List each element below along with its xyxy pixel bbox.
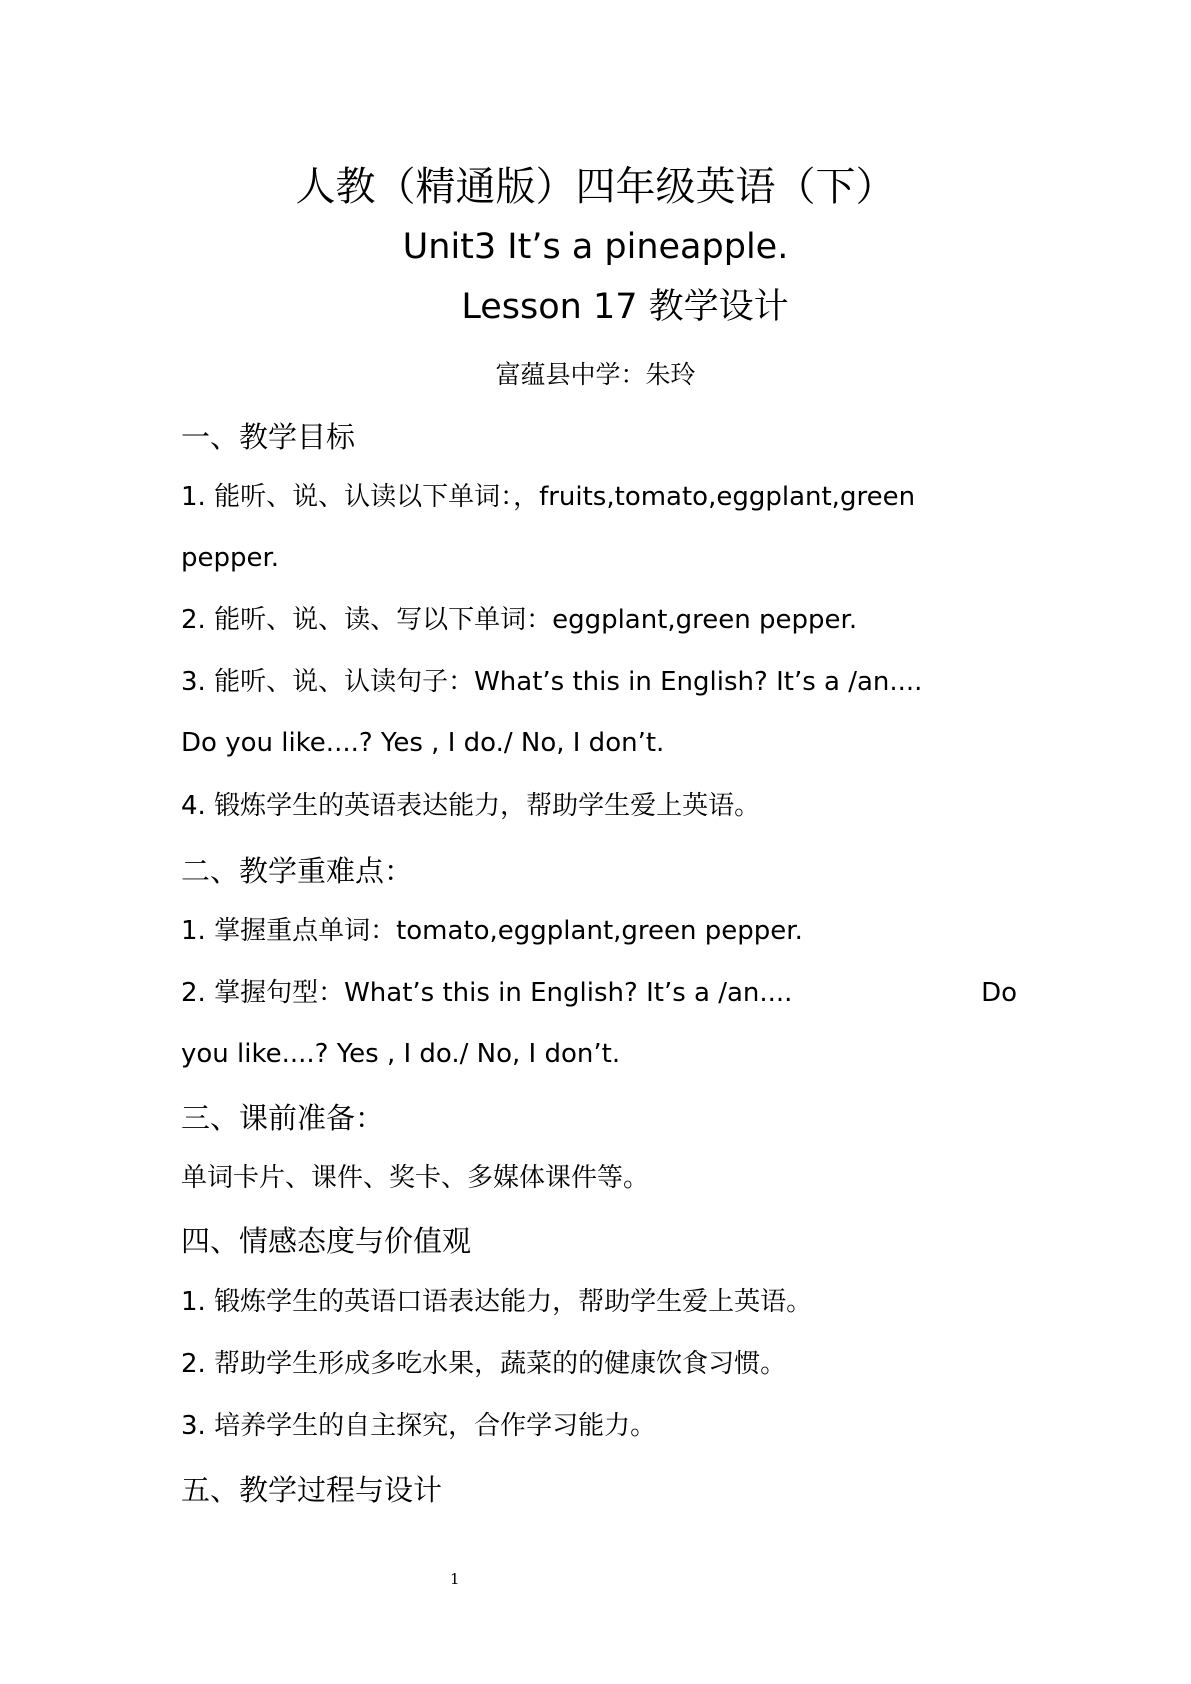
section-heading-values: 四、情感态度与价值观 [181,1224,472,1258]
values-item-2: 2. 帮助学生形成多吃水果，蔬菜的的健康饮食习惯。 [181,1349,787,1379]
key-point-item-2-cont: you like....? Yes , I do./ No, I don’t. [181,1039,621,1069]
section-heading-preparation: 三、课前准备： [181,1101,385,1135]
page-number: 1 [450,1570,460,1588]
objective-item-3: 3. 能听、说、认读句子：What’s this in English? It’s a /an.... [181,667,923,697]
objective-item-3-cont: Do you like....? Yes , I do./ No, I don’t. [181,728,665,758]
objective-item-1: 1. 能听、说、认读以下单词：，fruits,tomato,eggplant,green [181,482,916,512]
values-item-1: 1. 锻炼学生的英语口语表达能力，帮助学生爱上英语。 [181,1287,813,1317]
document-title: 人教（精通版）四年级英语（下） [295,164,896,210]
key-point-item-2-text: 2. 掌握句型：What’s this in English? It’s a /an.... [181,978,793,1008]
key-point-item-1: 1. 掌握重点单词：tomato,eggplant,green pepper. [181,916,803,946]
lesson-title: Lesson 17 教学设计 [461,287,789,327]
preparation-item: 单词卡片、课件、奖卡、多媒体课件等。 [181,1163,650,1193]
objective-item-2: 2. 能听、说、读、写以下单词：eggplant,green pepper. [181,605,858,635]
author-line: 富蕴县中学：朱玲 [495,360,696,389]
objective-item-4: 4. 锻炼学生的英语表达能力，帮助学生爱上英语。 [181,791,761,821]
section-heading-key-points: 二、教学重难点： [181,854,414,888]
key-point-item-2 [181,978,1017,1009]
values-item-3: 3. 培养学生的自主探究，合作学习能力。 [181,1411,657,1441]
unit-title: Unit3 It’s a pineapple. [402,227,789,267]
objective-item-1-cont: pepper. [181,543,280,573]
section-heading-objectives: 一、教学目标 [181,420,356,454]
section-heading-process: 五、教学过程与设计 [181,1473,443,1507]
key-point-item-2-end: Do [981,978,1017,1008]
